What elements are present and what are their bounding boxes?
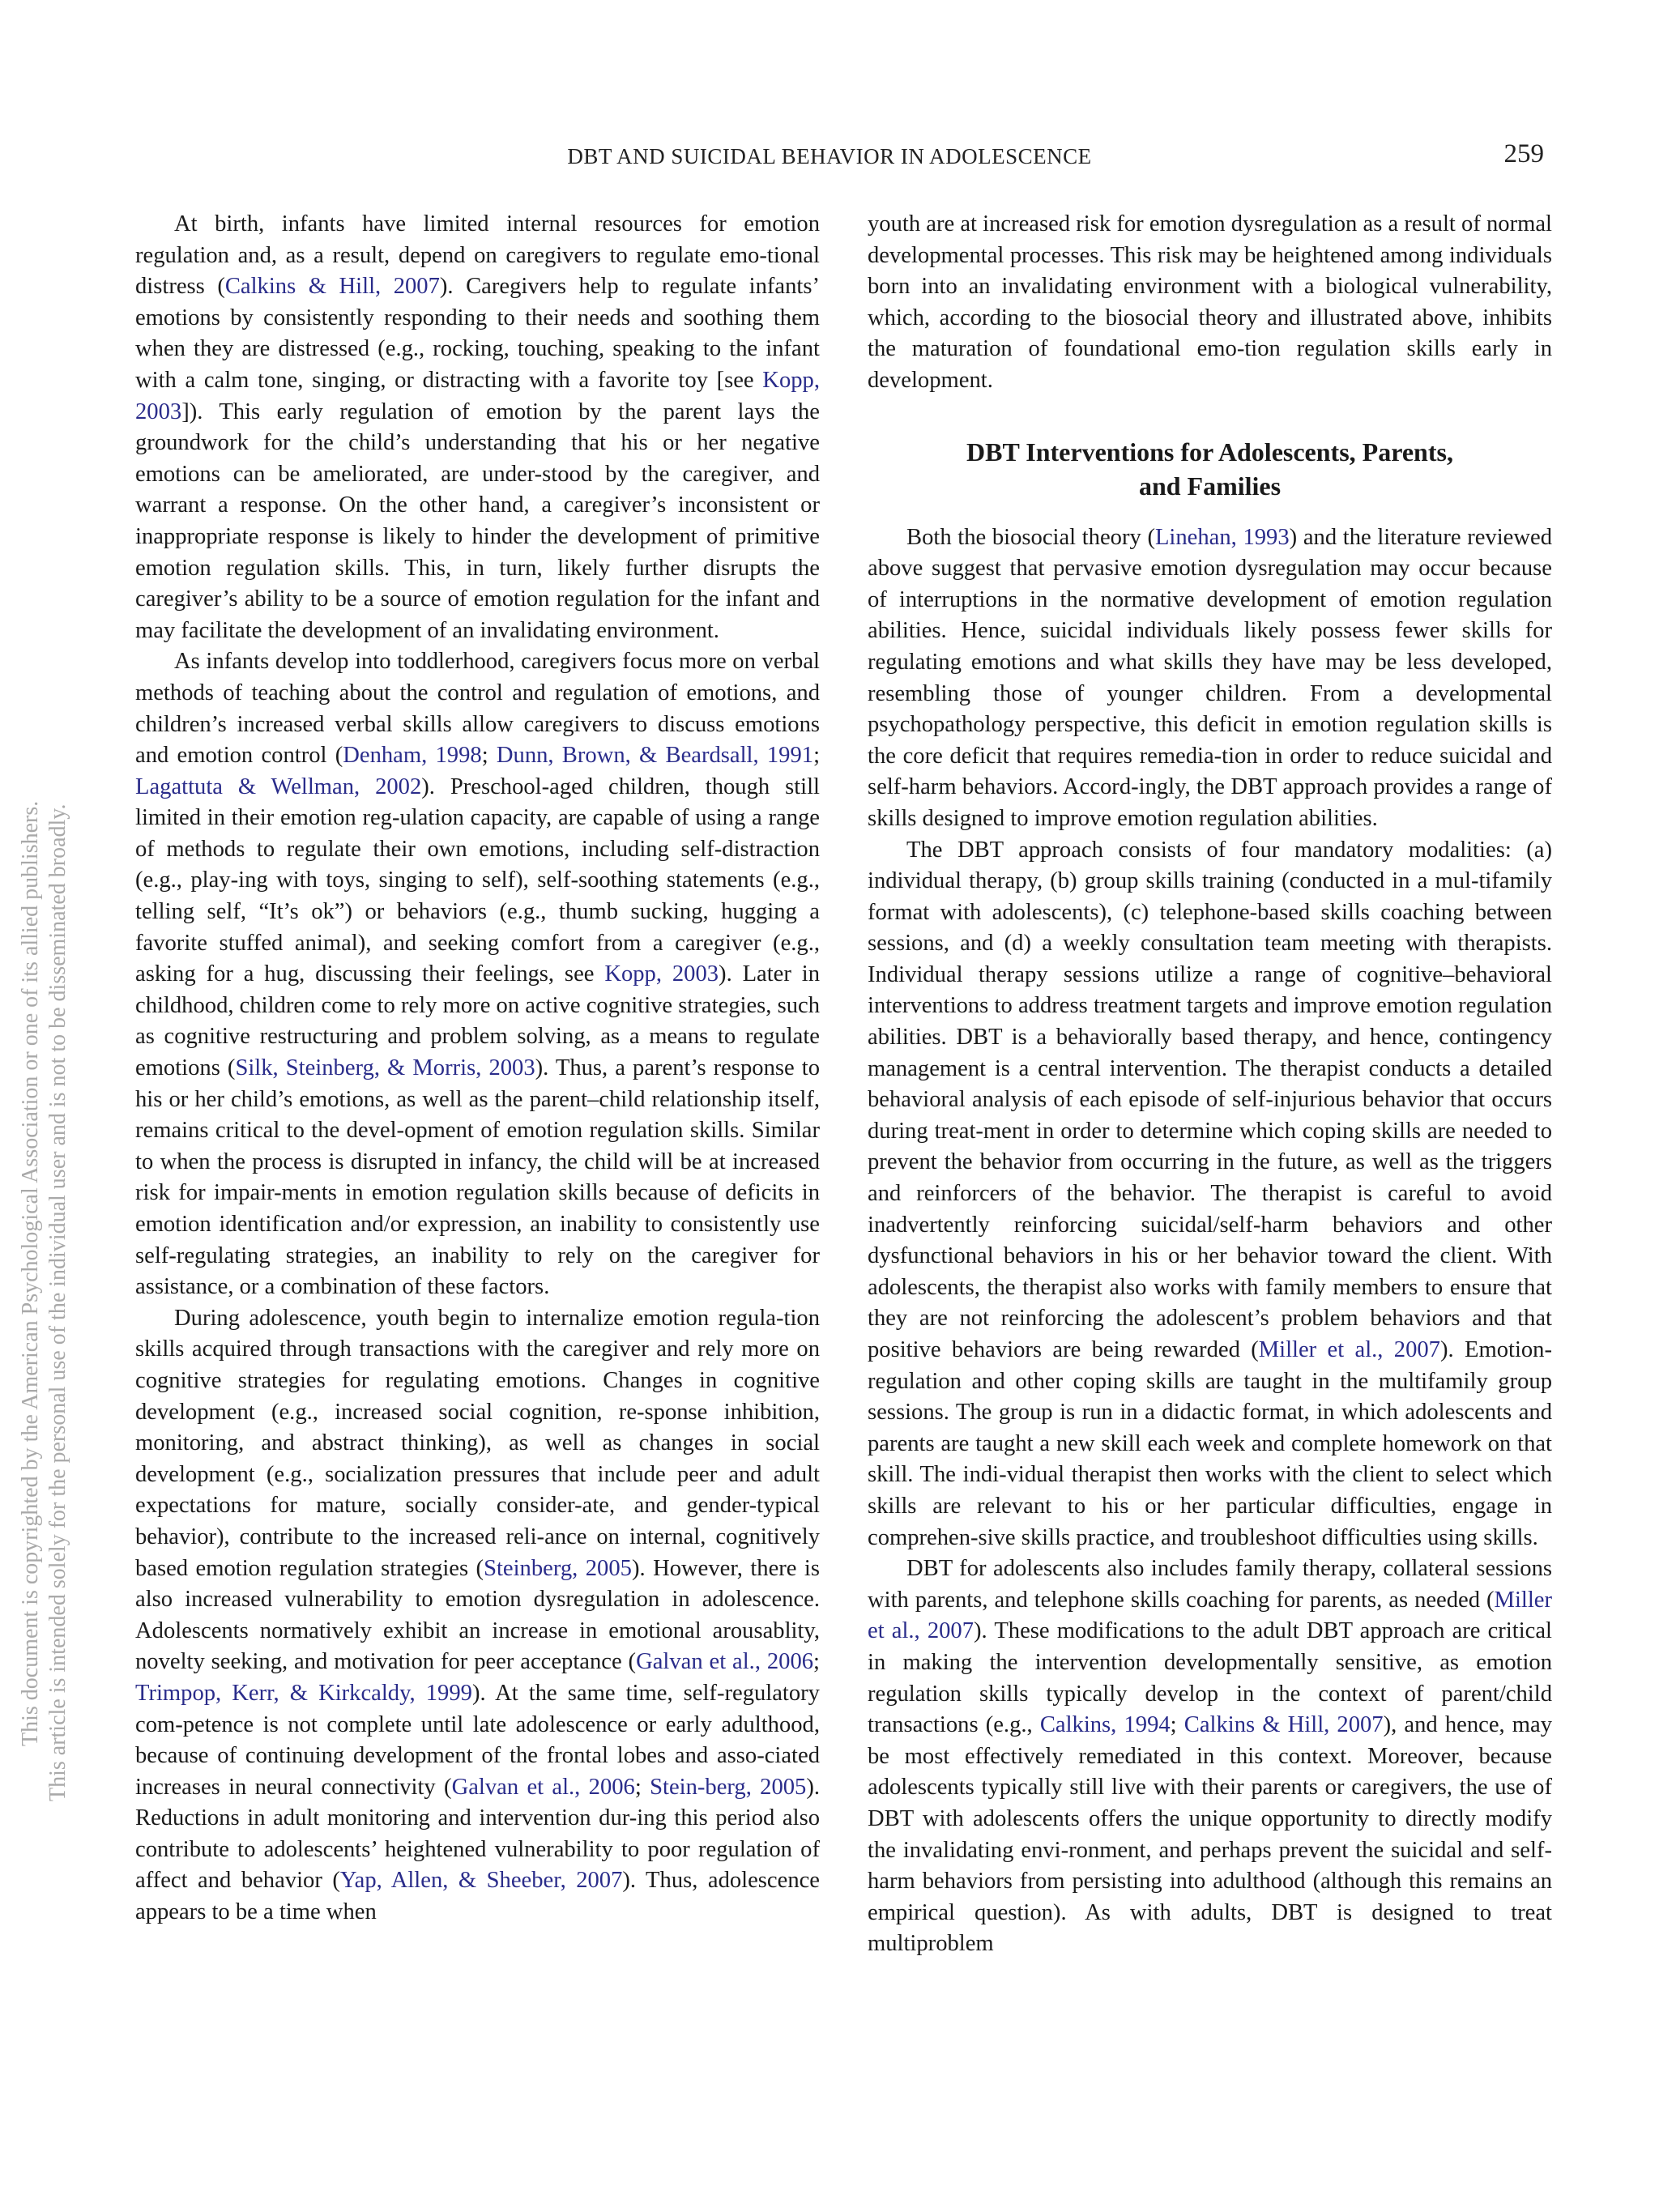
citation-link[interactable]: Lagattuta & Wellman, 2002	[135, 774, 422, 799]
citation-link[interactable]: Stein-berg, 2005	[650, 1774, 807, 1800]
text-run: ]). This early regulation of emotion by the parent lays the groundwork for the child’s understanding that his or her negative emotions can be ameliorated, are under-stood by the caregiver, and warrant a response. On the other hand, a caregiver’s inconsistent or inappropriate response is likely to hinder the development of primitive emotion regulation skills. This, in turn, likely further disrupts the caregiver’s ability to be a source of emotion regulation for the infant and may facilitate the development of an invalidating environment.	[135, 399, 820, 643]
citation-link[interactable]: Galvan et al., 2006	[636, 1649, 814, 1675]
text-run: The DBT approach consists of four mandatory modalities: (a) individual therapy, (b) group skills training (conducted in a mul-tifamily format with adolescents), (c) telephone-based skills coaching between sessions, and (d) a weekly consultation team meeting with therapists. Individual therapy sessions utilize a range of cognitive–behavioral interventions to address treatment targets and improve emotion regulation abilities. DBT is a behaviorally based therapy, and hence, contingency management is a central intervention. The therapist conducts a detailed behavioral analysis of each episode of self-injurious behavior that occurs during treat-ment in order to determine which coping skills are needed to prevent the behavior from occurring in the future, as well as the triggers and reinforcers of the behavior. The therapist is careful to avoid inadvertently reinforcing suicidal/self-harm behaviors and other dysfunctional behaviors in his or her behavior toward the client. With adolescents, the therapist also works with family members to ensure that they are not reinforcing the adolescent’s problem behaviors and that positive behaviors are being rewarded (	[868, 837, 1552, 1362]
text-run: During adolescence, youth begin to internalize emotion regula-tion skills acquired through transactions with the caregiver and rely more on cognitive strategies for regulating emotions. Changes in cognitive development (e.g., increased social cognition, re-sponse inhibition, monitoring, and abstract thinking), as well as changes in social development (e.g., socialization pressures that include peer and adult expectations for mature, socially consider-ate, and gender-typical behavior), contribute to the increased reli-ance on internal, cognitively based emotion regulation strategies (	[135, 1305, 820, 1581]
citation-link[interactable]: Steinberg, 2005	[484, 1555, 632, 1581]
citation-link[interactable]: Miller et al., 2007	[1258, 1337, 1440, 1362]
text-run: ;	[813, 743, 821, 769]
paragraph	[868, 1554, 1552, 1960]
paragraph	[135, 209, 820, 646]
text-run: As infants develop into toddlerhood, caregivers focus more on verbal methods of teaching about the control and regulation of emotions, and children’s increased verbal skills allow caregivers to discuss emotions and emotion control (	[135, 649, 820, 769]
text-run: ;	[634, 1774, 650, 1800]
text-run: ). At the same time, self-regulatory com-petence is not complete until late adolescence or early adulthood, because of continuing development of the frontal lobes and asso-ciated increases in neural connectivity (	[135, 1680, 820, 1800]
heading-line: DBT Interventions for Adolescents, Parents,	[966, 437, 1453, 467]
citation-link[interactable]: Calkins, 1994	[1039, 1712, 1171, 1738]
text-run: ). Thus, adolescence appears to be a time when	[135, 1868, 820, 1925]
citation-link[interactable]: Trimpop, Kerr, & Kirkcaldy, 1999	[135, 1680, 472, 1706]
citation-link[interactable]: Miller et al., 2007	[868, 1587, 1552, 1644]
citation-link[interactable]: Kopp, 2003	[135, 367, 820, 424]
citation-link[interactable]: Yap, Allen, & Sheeber, 2007	[339, 1868, 623, 1894]
citation-link[interactable]: Galvan et al., 2006	[451, 1774, 635, 1800]
text-run: ). Thus, a parent’s response to his or her child’s emotions, as well as the parent–child relationship itself, remains critical to the devel-opment of emotion regulation skills. Similar to when the process is disrupted in infancy, the child will be at increased risk for impair-ments in emotion regulation skills because of deficits in emotion identification and/or expression, an inability to consistently use self-regulating strategies, an inability to rely on the caregiver for assistance, or a combination of these factors.	[135, 1055, 821, 1300]
right-column	[868, 209, 1552, 1960]
text-run: ). Reductions in adult monitoring and intervention dur-ing this period also contribute to adolescents’ heightened vulnerability to poor regulation of affect and behavior (	[135, 1774, 821, 1894]
text-run: Both the biosocial theory (	[906, 524, 1155, 550]
text-run: ), and hence, may be most effectively remediated in this context. Moreover, because adolescents typically still live with their parents or caregivers, the use of DBT with adolescents offers the unique opportunity to directly modify the invalidating envi-ronment, and perhaps prevent the suicidal and self-harm behaviors from persisting into adulthood (although this remains an empirical question). As with adults, DBT is designed to treat multiproblem	[868, 1712, 1553, 1957]
citation-link[interactable]: Dunn, Brown, & Beardsall, 1991	[496, 743, 814, 769]
text-run: At birth, infants have limited internal resources for emotion regulation and, as a result, depend on caregivers to regulate emo-tional distress (	[135, 211, 820, 300]
paragraph	[135, 1303, 820, 1929]
usage-notice: This article is intended solely for the personal use of the individual user and is not to be disseminated broadly.	[45, 803, 70, 1801]
left-column	[135, 209, 820, 1929]
paragraph	[868, 835, 1552, 1554]
citation-link[interactable]: Calkins & Hill, 2007	[1183, 1712, 1384, 1738]
citation-link[interactable]: Calkins & Hill, 2007	[224, 274, 440, 300]
citation-link[interactable]: Silk, Steinberg, & Morris, 2003	[235, 1055, 535, 1081]
text-run: ;	[1170, 1712, 1184, 1738]
running-title: DBT AND SUICIDAL BEHAVIOR IN ADOLESCENCE	[567, 144, 1092, 168]
heading-line: and Families	[1138, 471, 1282, 501]
page-number: 259	[1503, 139, 1544, 168]
citation-link[interactable]: Denham, 1998	[343, 743, 482, 769]
paragraph	[868, 522, 1552, 835]
text-run: ). Caregivers help to regulate infants’ emotions by consistently responding to their needs and soothing them when they are distressed (e.g., rocking, touching, speaking to the infant with a calm tone, singing, or distracting with a favorite toy [see	[135, 274, 820, 393]
text-run: ). However, there is also increased vulnerability to emotion dysregulation in adolescence. Adolescents normatively exhibit an increase in emotional arousablity, novelty seeking, and motivation for peer acceptance (	[135, 1555, 821, 1675]
text-run: DBT for adolescents also includes family therapy, collateral sessions with parents, and telephone skills coaching for parents, as needed (	[868, 1556, 1552, 1613]
citation-link[interactable]: Linehan, 1993	[1154, 524, 1290, 550]
text-run: ). These modifications to the adult DBT approach are critical in making the intervention developmentally sensitive, as emotion regulation skills typically develop in the context of parent/child transactions (e.g.,	[868, 1618, 1552, 1738]
copyright-notice: This document is copyrighted by the American Psychological Association or one of its allied publishers.	[18, 800, 43, 1746]
running-head	[0, 139, 1659, 177]
text-run: ;	[813, 1649, 820, 1675]
paragraph	[135, 646, 820, 1302]
text-run: ) and the literature reviewed above suggest that pervasive emotion dysregulation may occur because of interruptions in the normative development of emotion regulation abilities. Hence, suicidal individuals likely possess fewer skills for regulating emotions and what skills they have may be less developed, resembling those of younger children. From a developmental psychopathology perspective, this deficit in emotion regulation skills is the core deficit that requires remedia-tion in order to reduce suicidal and self-harm behaviors. Accord-ingly, the DBT approach provides a range of skills designed to improve emotion regulation abilities.	[868, 524, 1552, 831]
citation-link[interactable]: Kopp, 2003	[604, 961, 719, 987]
text-run: ). Preschool-aged children, though still limited in their emotion reg-ulation capacity, are capable of using a range of methods to regulate their own emotions, including self-distraction (e.g., play-ing with toys, singing to self), self-soothing statements (e.g., telling self, “It’s ok”) or behaviors (e.g., thumb sucking, hugging a favorite stuffed animal), and seeking comfort from a caregiver (e.g., asking for a hug, discussing their feelings, see	[135, 774, 820, 987]
section-heading	[868, 435, 1552, 503]
text-run: ). Emotion-regulation and other coping skills are taught in the multifamily group sessions. The group is run in a didactic format, in which adolescents and parents are taught a new skill each week and complete homework on that skill. The indi-vidual therapist then works with the client to select which skills are relevant to his or her particular difficulties, engage in comprehen-sive skills practice, and troubleshoot difficulties using skills.	[868, 1337, 1553, 1550]
paragraph: youth are at increased risk for emotion dysregulation as a result of normal developmental processes. This risk may be heightened among individuals born into an invalidating environment with a biological vulnerability, which, according to the biosocial theory and illustrated above, inhibits the maturation of foundational emo-tion regulation skills early in development.	[868, 211, 1552, 393]
text-run: ;	[481, 743, 497, 769]
text-run: ). Later in childhood, children come to rely more on active cognitive strategies, such as cognitive restructuring and problem solving, as a means to regulate emotions (	[135, 961, 820, 1081]
